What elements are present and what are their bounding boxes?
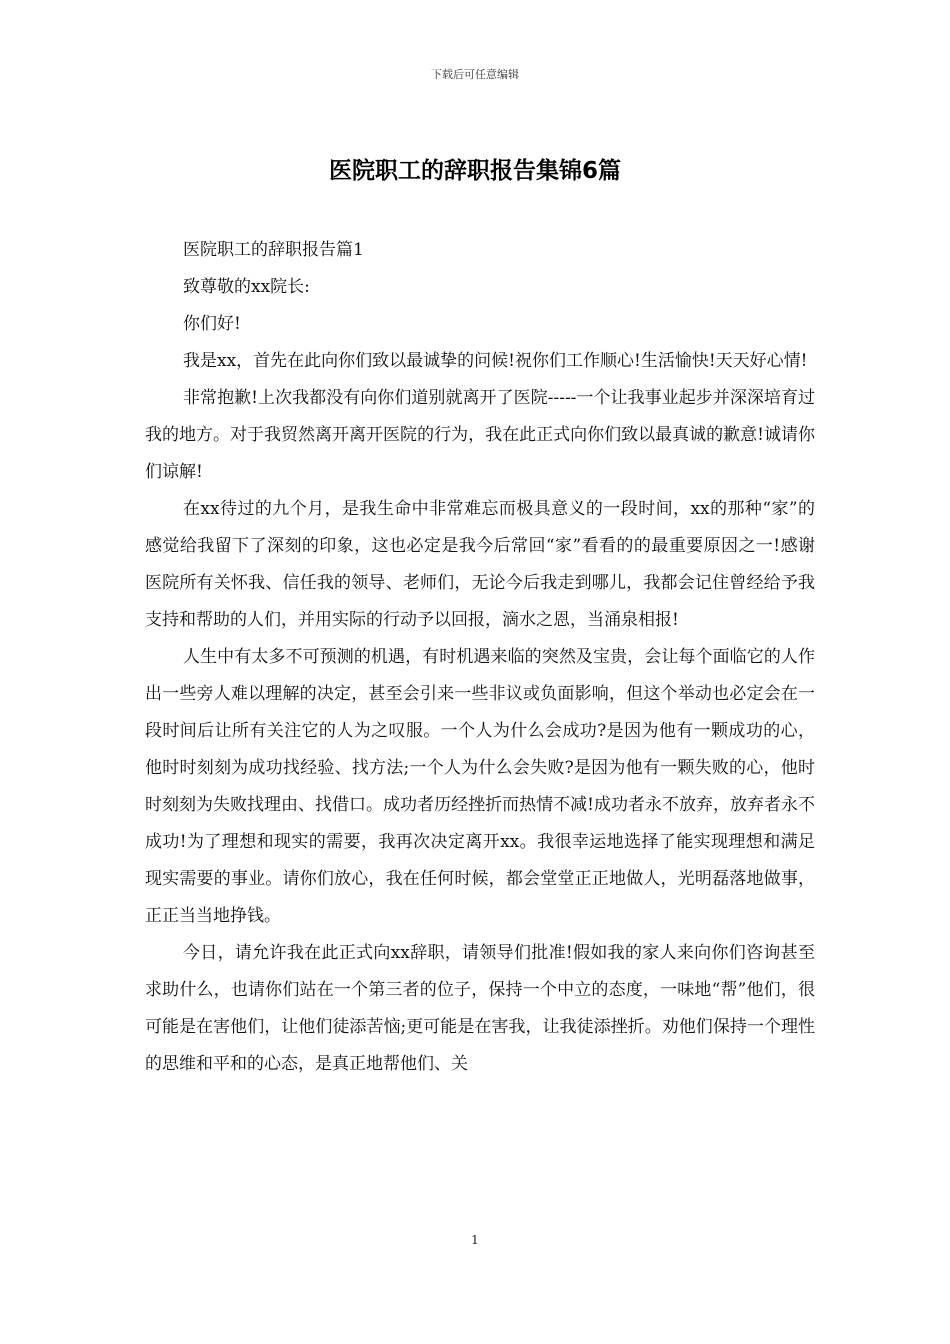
document-body <box>145 232 815 1083</box>
greeting: 你们好! <box>183 314 241 334</box>
document-title: 医院职工的辞职报告集锦6篇 <box>328 158 621 184</box>
body-paragraph: 我是xx，首先在此向你们致以最诚挚的问候!祝你们工作顺心!生活愉快!天天好心情! <box>183 351 808 371</box>
page-header-note: 下载后可任意编辑 <box>431 68 519 81</box>
salutation: 致尊敬的xx院长: <box>183 277 310 297</box>
body-paragraph: 今日，请允许我在此正式向xx辞职，请领导们批准!假如我的家人来向你们咨询甚至求助什么，也请你们站在一个第三者的位子，保持一个中立的态度，一味地“帮”他们，很可能是在害他们，让他们徒添苦恼;更可能是在害我，让我徒添挫折。劝他们保持一个理性的思维和平和的心态，是真正地帮他们、关 <box>145 943 815 1074</box>
body-paragraph: 非常抱歉!上次我都没有向你们道别就离开了医院-----一个让我事业起步并深深培育过我的地方。对于我贸然离开离开医院的行为，我在此正式向你们致以最真诚的歉意!诚请你们谅解! <box>145 388 815 482</box>
section-heading: 医院职工的辞职报告篇1 <box>183 240 364 260</box>
page-number: 1 <box>471 1233 479 1247</box>
body-paragraph: 人生中有太多不可预测的机遇，有时机遇来临的突然及宝贵，会让每个面临它的人作出一些旁人难以理解的决定，甚至会引来一些非议或负面影响，但这个举动也必定会在一段时间后让所有关注它的人为之叹服。一个人为什么会成功?是因为他有一颗成功的心，他时时刻刻为成功找经验、找方法;一个人为什么会失败?是因为他有一颗失败的心，他时时刻刻为失败找理由、找借口。成功者历经挫折而热情不减!成功者永不放弃，放弃者永不成功!为了理想和现实的需要，我再次决定离开xx。我很幸运地选择了能实现理想和满足现实需要的事业。请你们放心，我在任何时候，都会堂堂正正地做人，光明磊落地做事，正正当当地挣钱。 <box>145 647 815 926</box>
body-paragraph: 在xx待过的九个月，是我生命中非常难忘而极具意义的一段时间，xx的那种“家”的感觉给我留下了深刻的印象，这也必定是我今后常回“家”看看的的最重要原因之一!感谢医院所有关怀我、信任我的领导、老师们，无论今后我走到哪儿，我都会记住曾经给予我支持和帮助的人们，并用实际的行动予以回报，滴水之恩，当涌泉相报! <box>145 499 815 630</box>
